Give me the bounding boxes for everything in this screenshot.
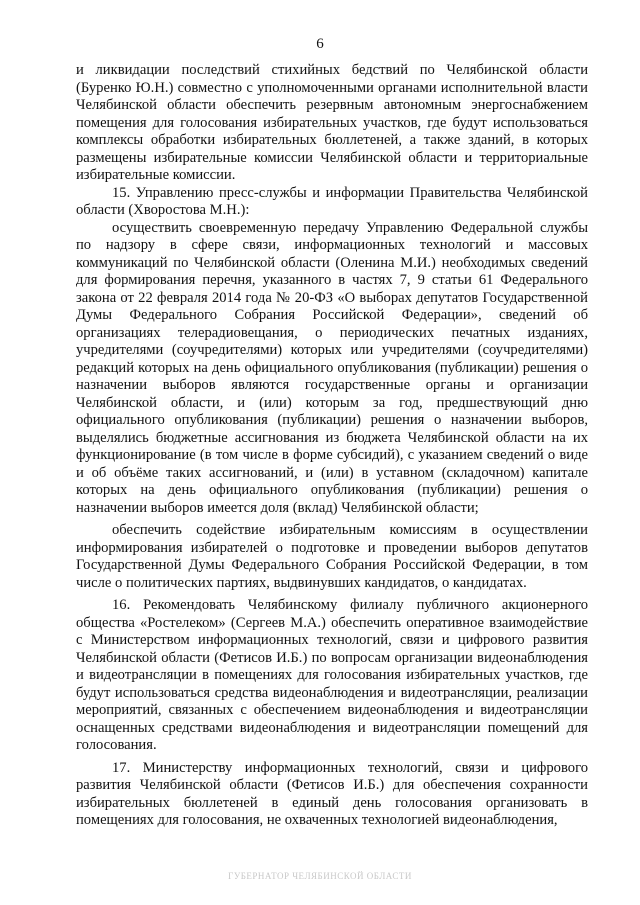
paragraph-item-16: 16. Рекомендовать Челябинскому филиалу публичного акционерного общества «Ростелеком» (Сергеев М.А.) обеспечить оперативное взаимодействие с Министерством информационных технологий, связи и цифрового развития Челябинской области (Фетисов И.Б.) по вопросам организации видеонаблюдения и видеотрансляции в помещениях для голосования избирательных участков, где будут использоваться средства видеонаблюдения и видеотрансляции, реализации мероприятий, связанных с обеспечением видеонаблюдения и видеотрансляции оснащенных средствами видеонаблюдения и видеотрансляции помещений для голосования. — [76, 597, 588, 753]
paragraph-item-17: 17. Министерству информационных технологий, связи и цифрового развития Челябинской области (Фетисов И.Б.) для обеспечения сохранности избирательных бюллетеней в единый день голосования организовать в помещениях для голосования, не охваченных технологией видеонаблюдения, — [76, 759, 588, 828]
page-number: 6 — [316, 36, 324, 52]
footer-watermark: ГУБЕРНАТОР ЧЕЛЯБИНСКОЙ ОБЛАСТИ — [228, 871, 412, 881]
paragraph-continuation: и ликвидации последствий стихийных бедствий по Челябинской области (Буренко Ю.Н.) совместно с уполномоченными органами исполнительной власти Челябинской области обеспечить резервным автономным энергоснабжением помещения для голосования избирательных участков, где будут использоваться комплексы обработки избирательных бюллетеней, а также зданий, в которых размещены избирательные комиссии Челябинской области и территориальные избирательные комиссии. — [76, 62, 588, 183]
paragraph-item-15-transfer: осуществить своевременную передачу Управлению Федеральной службы по надзору в сфере связи, информационных технологий и массовых коммуникаций по Челябинской области (Оленина М.И.) необходимых сведений для формирования перечня, указанного в частях 7, 9 статьи 61 Федерального закона от 22 февраля 2014 года № 20-ФЗ «О выборах депутатов Государственной Думы Федерального Собрания Российской Федерации», сведений об организациях телерадиовещания, о периодических печатных изданиях, учредителями (соучредителями) которых или учредителями (соучредителями) редакций которых на день официального опубликования (публикации) решения о назначении выборов являются государственные органы и организации Челябинской области, и (или) которым за год, предшествующий дню официального опубликования (публикации) решения о назначении выборов, выделялись бюджетные ассигнования из бюджета Челябинской области на их функционирование (в том числе в форме субсидий), с указанием сведений о виде и об объёме таких ассигнований, и (или) в уставном (складочном) капитале которых на день официального опубликования (публикации) решения о назначении выборов имеется доля (вклад) Челябинской области; — [76, 219, 588, 516]
document-body — [76, 62, 588, 830]
paragraph-item-15-assist: обеспечить содействие избирательным комиссиям в осуществлении информирования избирателей о подготовке и проведении выборов депутатов Государственной Думы Федерального Собрания Российской Федерации, в том числе о политических партиях, выдвинувших кандидатов, о кандидатах. — [76, 522, 588, 591]
paragraph-item-15: 15. Управлению пресс-службы и информации Правительства Челябинской области (Хворостова М.Н.): — [76, 184, 588, 218]
